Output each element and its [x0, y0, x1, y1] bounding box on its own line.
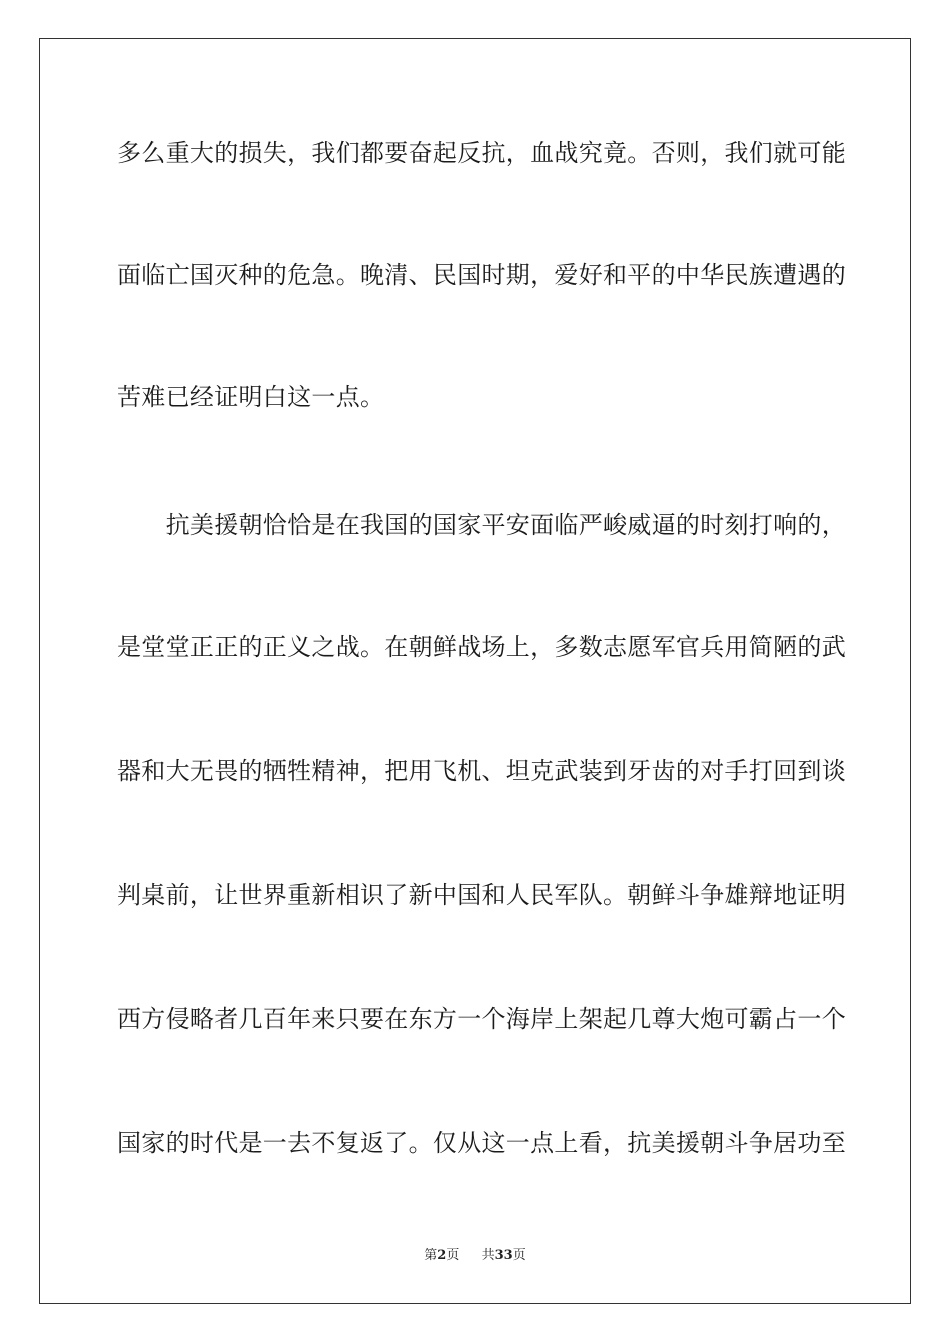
body-text-line: 西方侵略者几百年来只要在东方一个海岸上架起几尊大炮可霸占一个 [117, 1005, 846, 1033]
page-footer [0, 1247, 950, 1265]
page-border [39, 38, 911, 1304]
body-text-line: 是堂堂正正的正义之战。在朝鲜战场上，多数志愿军官兵用简陋的武 [117, 633, 846, 661]
body-text-line: 面临亡国灭种的危急。晚清、民国时期，爱好和平的中华民族遭遇的 [117, 261, 846, 289]
body-text-line: 苦难已经证明白这一点。 [117, 383, 385, 411]
total-pages-prefix: 共 [481, 1248, 495, 1263]
body-text-line: 抗美援朝恰恰是在我国的国家平安面临严峻威逼的时刻打响的， [117, 511, 846, 539]
page-number-prefix: 第 [424, 1248, 438, 1263]
page-number-suffix: 页 [446, 1248, 460, 1263]
total-pages: 33 [494, 1248, 513, 1263]
body-text-line: 判桌前，让世界重新相识了新中国和人民军队。朝鲜斗争雄辩地证明 [117, 881, 846, 909]
body-text-line: 多么重大的损失，我们都要奋起反抗，血战究竟。否则，我们就可能 [117, 139, 846, 167]
total-pages-suffix: 页 [512, 1248, 526, 1263]
page-number: 2 [437, 1248, 447, 1263]
body-text-line: 国家的时代是一去不复返了。仅从这一点上看，抗美援朝斗争居功至 [117, 1129, 846, 1157]
body-text-line: 器和大无畏的牺牲精神，把用飞机、坦克武装到牙齿的对手打回到谈 [117, 757, 846, 785]
